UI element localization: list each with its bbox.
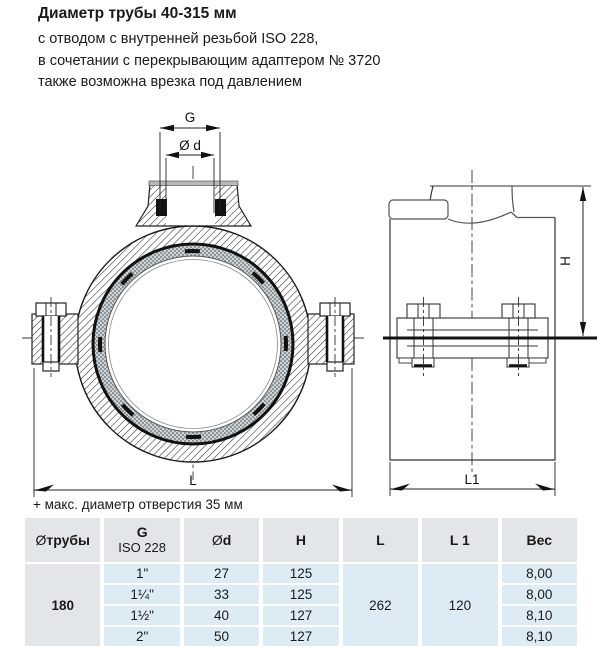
- drawing-front-view: [22, 110, 364, 497]
- table-cell-weight: 8,10: [502, 606, 577, 625]
- dimension-label-g: G: [184, 110, 196, 125]
- drawing-footnote: + макс. диаметр отверстия 35 мм: [33, 497, 243, 512]
- table-cell-d: 50: [184, 627, 259, 646]
- dimension-l1: [390, 462, 555, 496]
- table-header-l: L: [343, 518, 418, 562]
- spec-table: [25, 518, 577, 646]
- table-header-h: H: [263, 518, 338, 562]
- table-header-pipe-diameter: Ø трубы: [25, 518, 100, 562]
- dimension-label-h: H: [558, 256, 573, 266]
- table-cell-h: 125: [263, 585, 338, 604]
- subtitle-line: с отводом с внутренней резьбой ISO 228,: [38, 31, 319, 47]
- table-cell-weight: 8,10: [502, 627, 577, 646]
- table-cell-d: 27: [184, 564, 259, 583]
- table-cell-l1: 120: [422, 564, 497, 646]
- table-cell-l: 262: [343, 564, 418, 646]
- table-cell-g: 1": [104, 564, 179, 583]
- table-cell-weight: 8,00: [502, 564, 577, 583]
- page-title: Диаметр трубы 40-315 мм: [38, 5, 237, 22]
- subtitle-line: в сочетании с перекрывающим адаптером № 3720: [38, 52, 381, 69]
- table-cell-g: 1½": [104, 606, 179, 625]
- table-header-l1: L 1: [422, 518, 497, 562]
- table-cell-weight: 8,00: [502, 585, 577, 604]
- dimension-label-d: Ø d: [179, 138, 201, 153]
- table-cell-g: 2": [104, 627, 179, 646]
- table-cell-h: 125: [263, 564, 338, 583]
- drawing-side-view: [383, 170, 597, 496]
- table-cell-d: 40: [184, 606, 259, 625]
- dimension-label-l1: L1: [464, 472, 480, 487]
- table-cell-h: 127: [263, 627, 338, 646]
- subtitle-line: также возможна врезка под давлением: [38, 74, 303, 90]
- table-cell-h: 127: [263, 606, 338, 625]
- table-header-d: Ø d: [184, 518, 259, 562]
- table-cell-pipe-diameter: 180: [25, 564, 100, 646]
- table-cell-d: 33: [184, 585, 259, 604]
- table-cell-g: 1¼": [104, 585, 179, 604]
- table-header-g: G ISO 228: [104, 518, 179, 562]
- dimension-h: [558, 187, 586, 336]
- table-header-weight: Вес: [502, 518, 577, 562]
- dimension-label-l: L: [189, 473, 197, 488]
